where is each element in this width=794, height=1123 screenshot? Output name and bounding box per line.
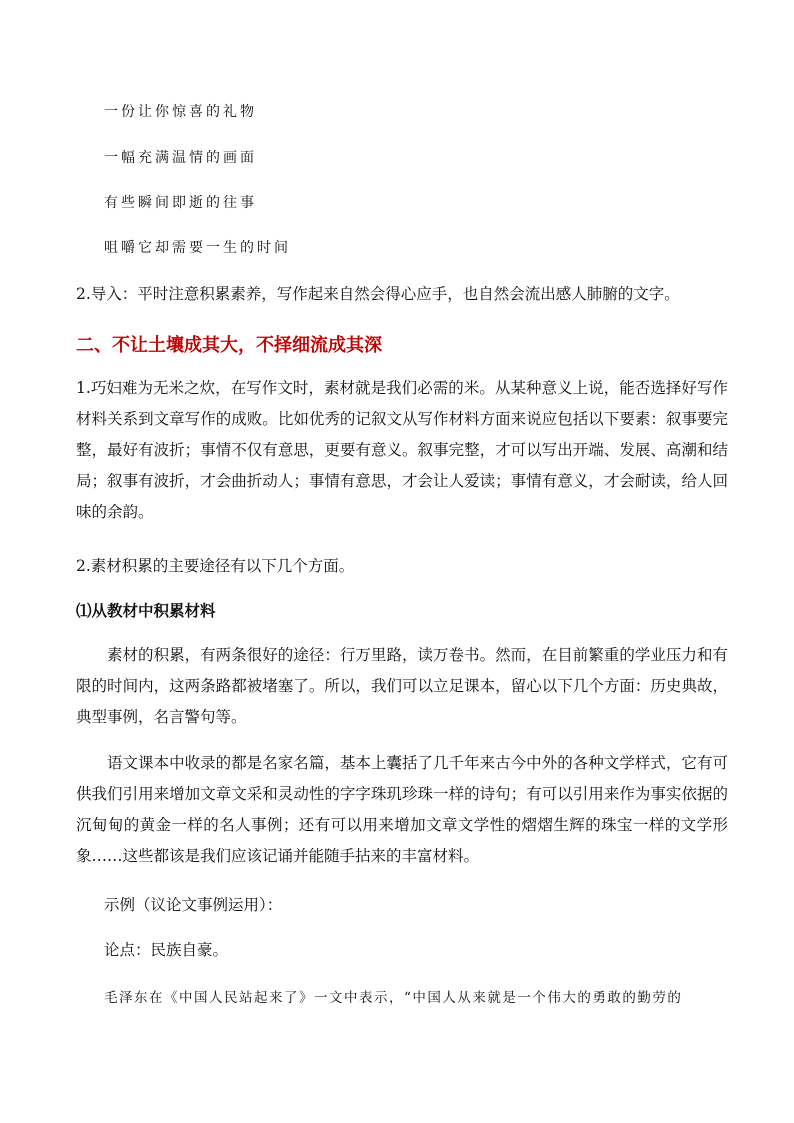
poem-line: 有些瞬间即逝的往事: [104, 195, 257, 211]
body-paragraph-4: 语文课本中收录的都是名家名篇，基本上囊括了几千年来古今中外的各种文学样式，它有可供我们引用来增加文章文采和灵动性的字字珠玑珍珠一样的诗句；有可以引用来作为事实依据的沉甸甸的黄金一样的名人事例；还有可以用来增加文章文学性的熠熠生辉的珠宝一样的文学形象……这些都该是我们应该记诵并能随手拈来的丰富材料。: [76, 754, 728, 865]
subheading: ⑴从教材中积累材料: [76, 601, 216, 620]
poem-line: 咀嚼它却需要一生的时间: [104, 240, 291, 256]
example-label: 示例（议论文事例运用）：: [104, 896, 283, 914]
thesis-line: 论点：民族自豪。: [104, 941, 229, 959]
intro-paragraph: 2.导入：平时注意积累素养，写作起来自然会得心应手，也自然会流出感人肺腑的文字。: [76, 285, 680, 303]
section-heading: 二、不让土壤成其大，不择细流成其深: [76, 335, 382, 356]
body-paragraph-2: 2.素材积累的主要途径有以下几个方面。: [76, 557, 355, 575]
poem-line: 一幅充满温情的画面: [104, 150, 257, 166]
poem-line: 一份让你惊喜的礼物: [104, 104, 257, 120]
example-text-line: 毛泽东在《中国人民站起来了》一文中表示，“中国人从来就是一个伟大的勇敢的勤劳的: [104, 990, 683, 1006]
body-paragraph-1: 1.巧妇难为无米之炊，在写作文时，素材就是我们必需的米。从某种意义上说，能否选择好写作材料关系到文章写作的成败。比如优秀的记叙文从写作材料方面来说应包括以下要素：叙事要完整，最好有波折；事情不仅有意思，更要有意义。叙事完整，才可以写出开端、发展、高潮和结局；叙事有波折，才会曲折动人；事情有意思，才会让人爱读；事情有意义，才会耐读，给人回味的余韵。: [76, 379, 728, 521]
body-paragraph-3: 素材的积累，有两条很好的途径：行万里路，读万卷书。然而，在目前繁重的学业压力和有限的时间内，这两条路都被堵塞了。所以，我们可以立足课本，留心以下几个方面：历史典故，典型事例，名言警句等。: [76, 646, 728, 726]
